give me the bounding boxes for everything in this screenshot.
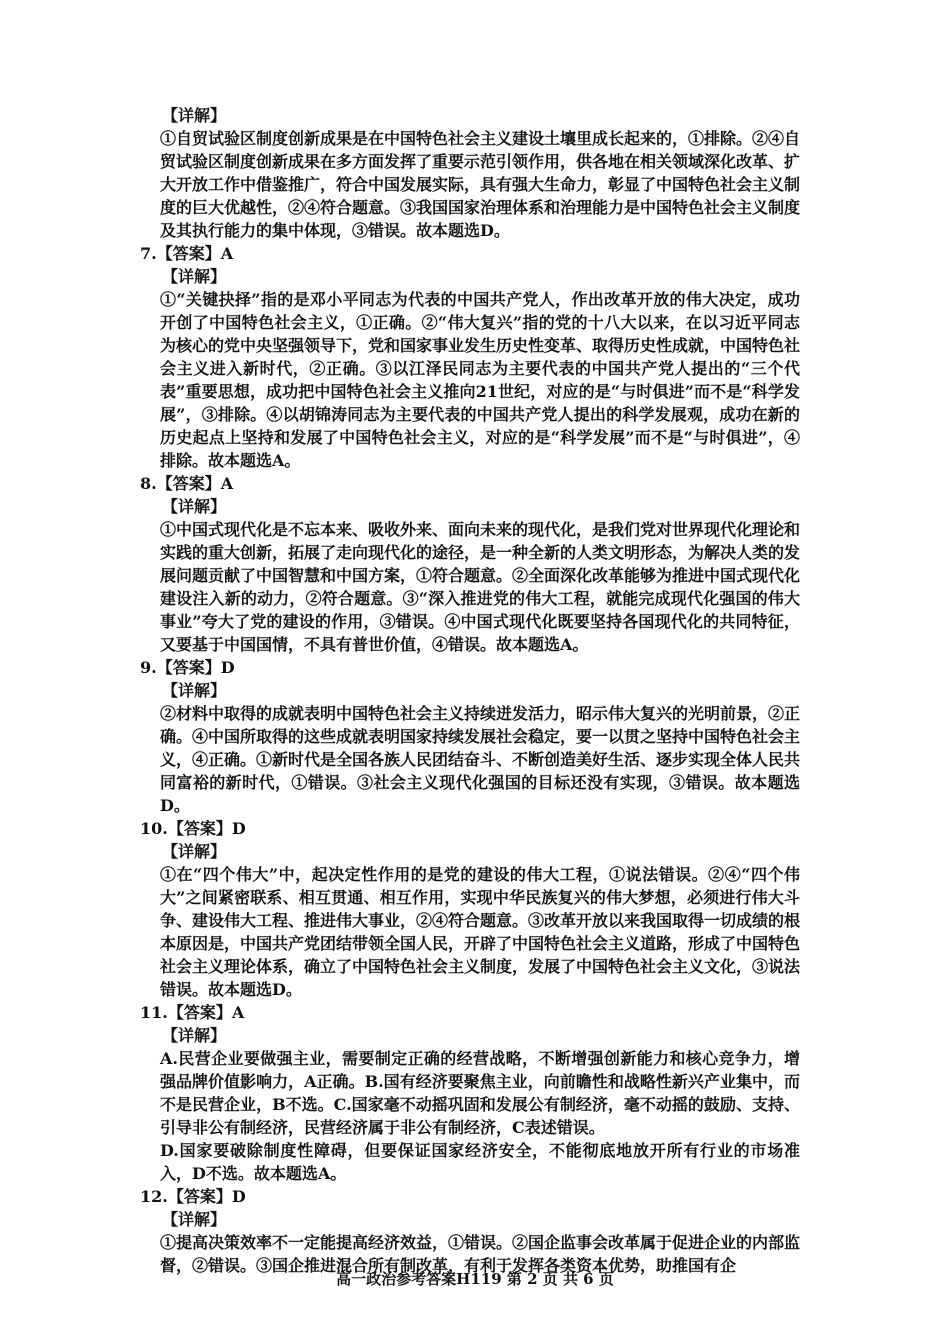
detail-label: 【详解】 [162,497,227,516]
detail-text: ①在“四个伟大”中，起决定性作用的是党的建设的伟大工程，①说法错误。②④“四个伟大”之间紧密联系、相互贯通、相互作用，实现中华民族复兴的伟大梦想，必须进行伟大斗争、建设伟大工程、推进伟大事业，②④符合题意。③改革开放以来我国取得一切成绩的根本原因是，中国共产党团结带领全国人民，开辟了中国特色社会主义道路，形成了中国特色社会主义理论体系，确立了中国特色社会主义制度，发展了中国特色社会主义文化，③说法错误。故本题选D。 [160,865,801,999]
answer-line: 8.【答案】A [140,474,234,493]
detail-label: 【详解】 [162,842,227,861]
answer-line: 7.【答案】A [140,244,234,263]
detail-text: A.民营企业要做强主业，需要制定正确的经营战略，不断增强创新能力和核心竞争力，增强品牌价值影响力，A正确。B.国有经济要聚焦主业，向前瞻性和战略性新兴产业集中，而不是民营企业，B不选。C.国家毫不动摇巩固和发展公有制经济，毫不动摇的鼓励、支持、引导非公有制经济，民营经济属于非公有制经济，C表述错误。 [160,1049,800,1137]
answer-block-7 [140,242,801,472]
answer-block-12 [140,1185,801,1277]
detail-text: ①中国式现代化是不忘本来、吸收外来、面向未来的现代化，是我们党对世界现代化理论和实践的重大创新，拓展了走向现代化的途径，是一种全新的人类文明形态，为解决人类的发展问题贡献了中国智慧和中国方案，①符合题意。②全面深化改革能够为推进中国式现代化建设注入新的动力，②符合题意。③“深入推进党的伟大工程，就能完成现代化强国的伟大事业”夸大了党的建设的作用，③错误。④中国式现代化既要坚持各国现代化的共同特征，又要基于中国国情，不具有普世价值，④错误。故本题选A。 [160,520,801,654]
answer-line: 10.【答案】D [140,819,246,838]
detail-label: 【详解】 [162,106,227,125]
answer-line: 9.【答案】D [140,658,235,677]
answer-block-8 [140,472,801,656]
answer-block-10 [140,817,801,1001]
detail-label: 【详解】 [162,1210,227,1229]
detail-text: ②材料中取得的成就表明中国特色社会主义持续迸发活力，昭示伟大复兴的光明前景，②正确。④中国所取得的这些成就表明国家持续发展社会稳定，要一以贯之坚持中国特色社会主义，④正确。①新时代是全国各族人民团结奋斗、不断创造美好生活、逐步实现全体人民共同富裕的新时代，①错误。③社会主义现代化强国的目标还没有实现，③错误。故本题选D。 [160,704,801,815]
detail-label: 【详解】 [162,681,227,700]
page-footer: 高一政治参考答案H119 第 2 页 共 6 页 [336,1270,614,1288]
detail-label: 【详解】 [162,267,227,286]
answer-line: 11.【答案】A [140,1003,245,1022]
answer-block-11 [140,1001,800,1185]
answer-block-6 [160,104,800,242]
detail-text: ①自贸试验区制度创新成果是在中国特色社会主义建设土壤里成长起来的，①排除。②④自贸试验区制度创新成果在多方面发挥了重要示范引领作用，供各地在相关领域深化改革、扩大开放工作中借鉴推广，符合中国发展实际，具有强大生命力，彰显了中国特色社会主义制度的巨大优越性，②④符合题意。③我国国家治理体系和治理能力是中国特色社会主义制度及其执行能力的集中体现，③错误。故本题选D。 [160,129,801,240]
detail-text: ①提高决策效率不一定能提高经济效益，①错误。②国企监事会改革属于促进企业的内部监督，②错误。③国企推进混合所有制改革，有利于发挥各类资本优势，助推国有企 [160,1233,801,1275]
detail-text: ①“关键抉择”指的是邓小平同志为代表的中国共产党人，作出改革开放的伟大决定，成功开创了中国特色社会主义，①正确。②“伟大复兴”指的党的十八大以来，在以习近平同志为核心的党中央坚强领导下，党和国家事业发生历史性变革、取得历史性成就，中国特色社会主义进入新时代，②正确。③以江泽民同志为主要代表的中国共产党人提出的“三个代表”重要思想，成功把中国特色社会主义推向21世纪，对应的是“与时俱进”而不是“科学发展”，③排除。④以胡锦涛同志为主要代表的中国共产党人提出的科学发展观，成功在新的历史起点上坚持和发展了中国特色社会主义，对应的是“科学发展”而不是“与时俱进”，④排除。故本题选A。 [160,290,801,470]
detail-text-continued: D.国家要破除制度性障碍，但要保证国家经济安全，不能彻底地放开所有行业的市场准入，D不选。故本题选A。 [160,1141,800,1183]
answer-line: 12.【答案】D [140,1187,246,1206]
detail-label: 【详解】 [162,1026,227,1045]
answer-block-9 [140,656,801,817]
